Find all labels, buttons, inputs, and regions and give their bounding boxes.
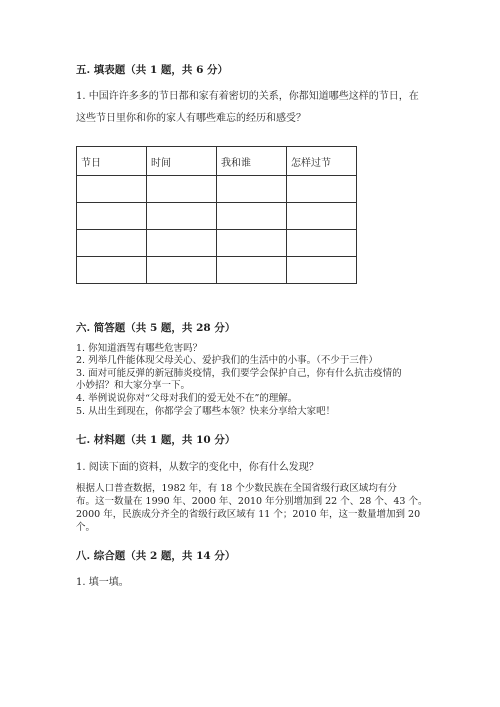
- table-cell[interactable]: [147, 203, 217, 230]
- table-cell[interactable]: [147, 176, 217, 203]
- table-cell[interactable]: [287, 203, 357, 230]
- table-row: [77, 230, 357, 257]
- table-cell[interactable]: [287, 257, 357, 284]
- table-cell[interactable]: [147, 257, 217, 284]
- section-6-item: 小妙招？和大家分享一下。: [76, 380, 191, 391]
- table-row: [77, 257, 357, 284]
- material-line: 个。: [76, 522, 96, 533]
- material-line: 布。这一数量在 1990 年、2000 年、2010 年分别增加到 22 个、28 个、43 个。: [76, 496, 428, 507]
- table-cell[interactable]: [77, 257, 147, 284]
- table-cell[interactable]: [287, 230, 357, 257]
- table-header-cell: 我和谁: [217, 147, 287, 176]
- table-header-row: [77, 147, 357, 176]
- material-line: 根据人口普查数据，1982 年，有 18 个少数民族在全国省级行政区域均有分: [76, 483, 397, 494]
- table-cell[interactable]: [77, 230, 147, 257]
- table-cell[interactable]: [147, 230, 217, 257]
- table-cell[interactable]: [217, 176, 287, 203]
- section-5-question-line-1: 1. 中国许许多多的节日都和家有着密切的关系，你都知道哪些这样的节日，在: [76, 91, 419, 102]
- section-6-item: 2. 列举几件能体现父母关心、爱护我们的生活中的小事。（不少于三件）: [76, 355, 378, 366]
- section-8-title: 八. 综合题（共 2 题，共 14 分）: [76, 550, 236, 562]
- section-7-title: 七. 材料题（共 1 题，共 10 分）: [76, 434, 236, 446]
- section-6-title: 六. 简答题（共 5 题，共 28 分）: [76, 322, 236, 334]
- table-cell[interactable]: [77, 176, 147, 203]
- table-cell[interactable]: [287, 176, 357, 203]
- section-6-item: 4. 举例说说你对“父母对我们的爱无处不在”的理解。: [76, 393, 298, 404]
- section-6-item: 1. 你知道酒驾有哪些危害吗？: [76, 343, 203, 354]
- table-row: [77, 176, 357, 203]
- table-cell[interactable]: [77, 203, 147, 230]
- section-7-question: 1. 阅读下面的资料，从数字的变化中，你有什么发现？: [76, 462, 319, 473]
- material-line: 2000 年，民族成分齐全的省级行政区域有 11 个；2010 年，这一数量增加到 20: [76, 509, 421, 520]
- table-row: [77, 203, 357, 230]
- festival-table: [76, 146, 357, 284]
- table-header-cell: 怎样过节: [287, 147, 357, 176]
- table-cell[interactable]: [217, 203, 287, 230]
- section-8-question: 1. 填一填。: [76, 577, 129, 588]
- section-6-item: 3. 面对可能反弹的新冠肺炎疫情，我们要学会保护自己，你有什么抗击疫情的: [76, 368, 402, 379]
- table-cell[interactable]: [217, 230, 287, 257]
- section-6-item: 5. 从出生到现在，你都学会了哪些本领？快来分享给大家吧！: [76, 406, 336, 417]
- table-header-cell: 时间: [147, 147, 217, 176]
- section-5-title: 五. 填表题（共 1 题，共 6 分）: [76, 64, 229, 76]
- section-5-question-line-2: 这些节日里你和你的家人有哪些难忘的经历和感受？: [76, 113, 306, 124]
- table-cell[interactable]: [217, 257, 287, 284]
- table-header-cell: 节日: [77, 147, 147, 176]
